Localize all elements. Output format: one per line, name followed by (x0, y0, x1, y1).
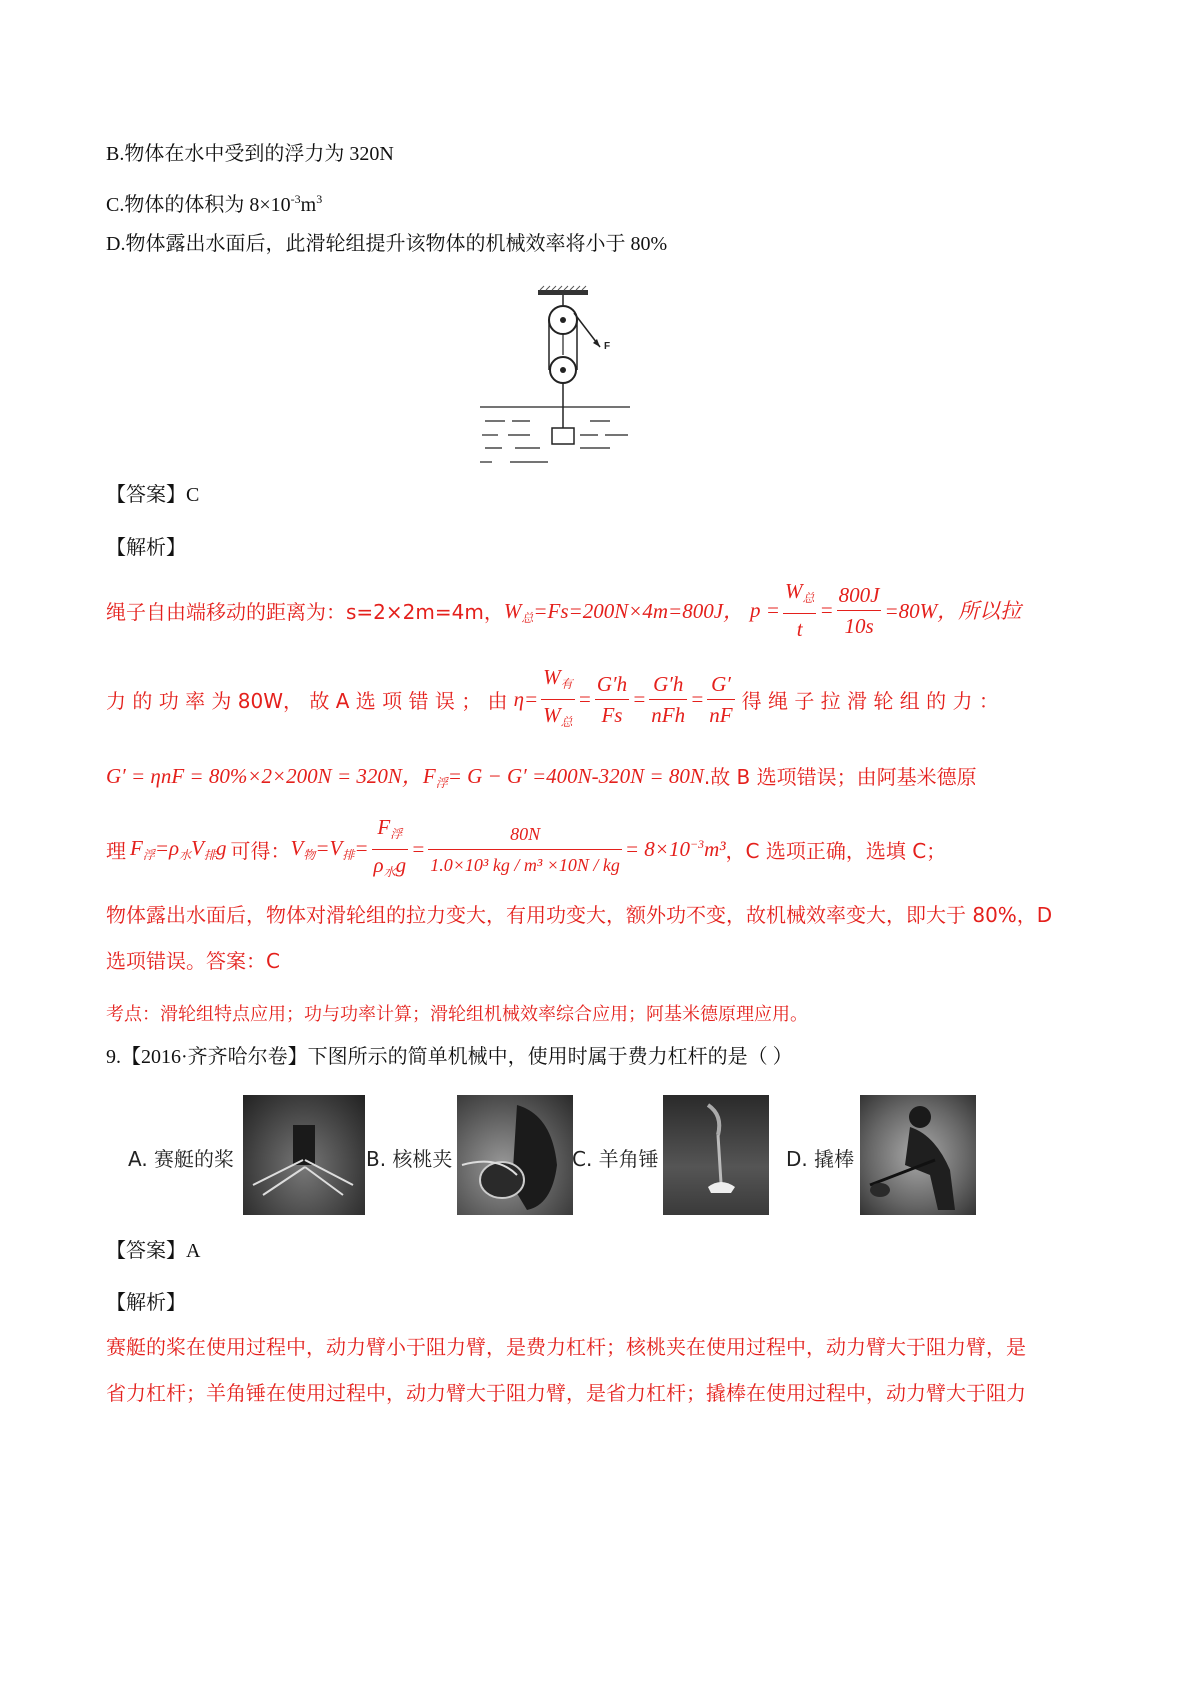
analysis-8-heading: 【解析】 (106, 537, 186, 559)
option-b-label: B. 核桃夹 (366, 1147, 453, 1171)
analysis-9-line-1: 赛艇的桨在使用过程中，动力臂小于阻力臂，是费力杠杆；核桃夹在使用过程中，动力臂大于阻力臂，是 (106, 1335, 1026, 1359)
claw-hammer-image (663, 1095, 769, 1215)
analysis-8-line-4: 理 $F_浮=\rho_水V_排g$ 可得： $V_物=V_排=$ $\frac{F_浮}{\rho_水g}$ = $\frac{80N}{\text{1.0×10³ kg / m³ ×10N / kg}}$ = $8\times 10^{-3}m^3$ ，C 选项正确，选填 C； (106, 818, 946, 880)
force-label: F (604, 341, 611, 352)
analysis-8-line-6: 选项错误。答案：C (106, 949, 280, 973)
pulley-figure (470, 285, 640, 470)
oar-image (243, 1095, 365, 1215)
answer-9: 【答案】A (106, 1240, 201, 1262)
option-d-label: D. 撬棒 (786, 1147, 855, 1171)
option-d: D.物体露出水面后，此滑轮组提升该物体的机械效率将小于 80% (106, 233, 668, 255)
analysis-8-line-3: G′ = ηnF = 80%×2×200N = 320N，$F_浮= G - G' =400N-320N = 80N$ .故 B 选项错误；由阿基米德原 (106, 763, 977, 790)
question-9: 9.【2016·齐齐哈尔卷】下图所示的简单机械中，使用时属于费力杠杆的是（ ） (106, 1046, 793, 1068)
ceiling-bar (538, 290, 588, 295)
analysis-9-heading: 【解析】 (106, 1292, 186, 1314)
option-c: C.物体的体积为 $8\times 10^{-3}m^3$ (106, 192, 323, 216)
answer-8: 【答案】C (106, 484, 200, 506)
analysis-8-line-5: 物体露出水面后，物体对滑轮组的拉力变大，有用功变大，额外功不变，故机械效率变大，即大于 80%，D (106, 903, 1053, 927)
analysis-9-line-2: 省力杠杆；羊角锤在使用过程中，动力臂大于阻力臂，是省力杠杆；撬棒在使用过程中，动力臂大于阻力 (106, 1381, 1026, 1405)
ceiling-hatch (540, 286, 586, 290)
option-a-label: A. 赛艇的桨 (128, 1147, 235, 1171)
analysis-8-line-2: 力 的 功 率 为 80W， 故 A 选 项 错 误 ； 由 η= $\frac{W_有}{W_总}$ = $\frac{G'h}{Fs}$ = $\frac{G'h}{\text{nFh}}$ = $\frac{G'}{nF}$ 得 绳 子 拉 滑 轮 组 的 力 ： (106, 666, 999, 732)
kaodian-8: 考点：滑轮组特点应用；功与功率计算；滑轮组机械效率综合应用；阿基米德原理应用。 (106, 1004, 808, 1025)
option-c-label: C. 羊角锤 (572, 1147, 659, 1171)
crowbar-image (860, 1095, 976, 1215)
submerged-object (552, 428, 574, 444)
option-b: B.物体在水中受到的浮力为 320N (106, 143, 394, 165)
analysis-8-line-1: 绳子自由端移动的距离为：s=2×2m=4m， $W_总=Fs=200N\times 4m=800J$， p = $\frac{W_总}{t}$ = $\frac{800J}{10s}$ =80W，所以拉 (106, 580, 1021, 640)
nutcracker-image (457, 1095, 573, 1215)
